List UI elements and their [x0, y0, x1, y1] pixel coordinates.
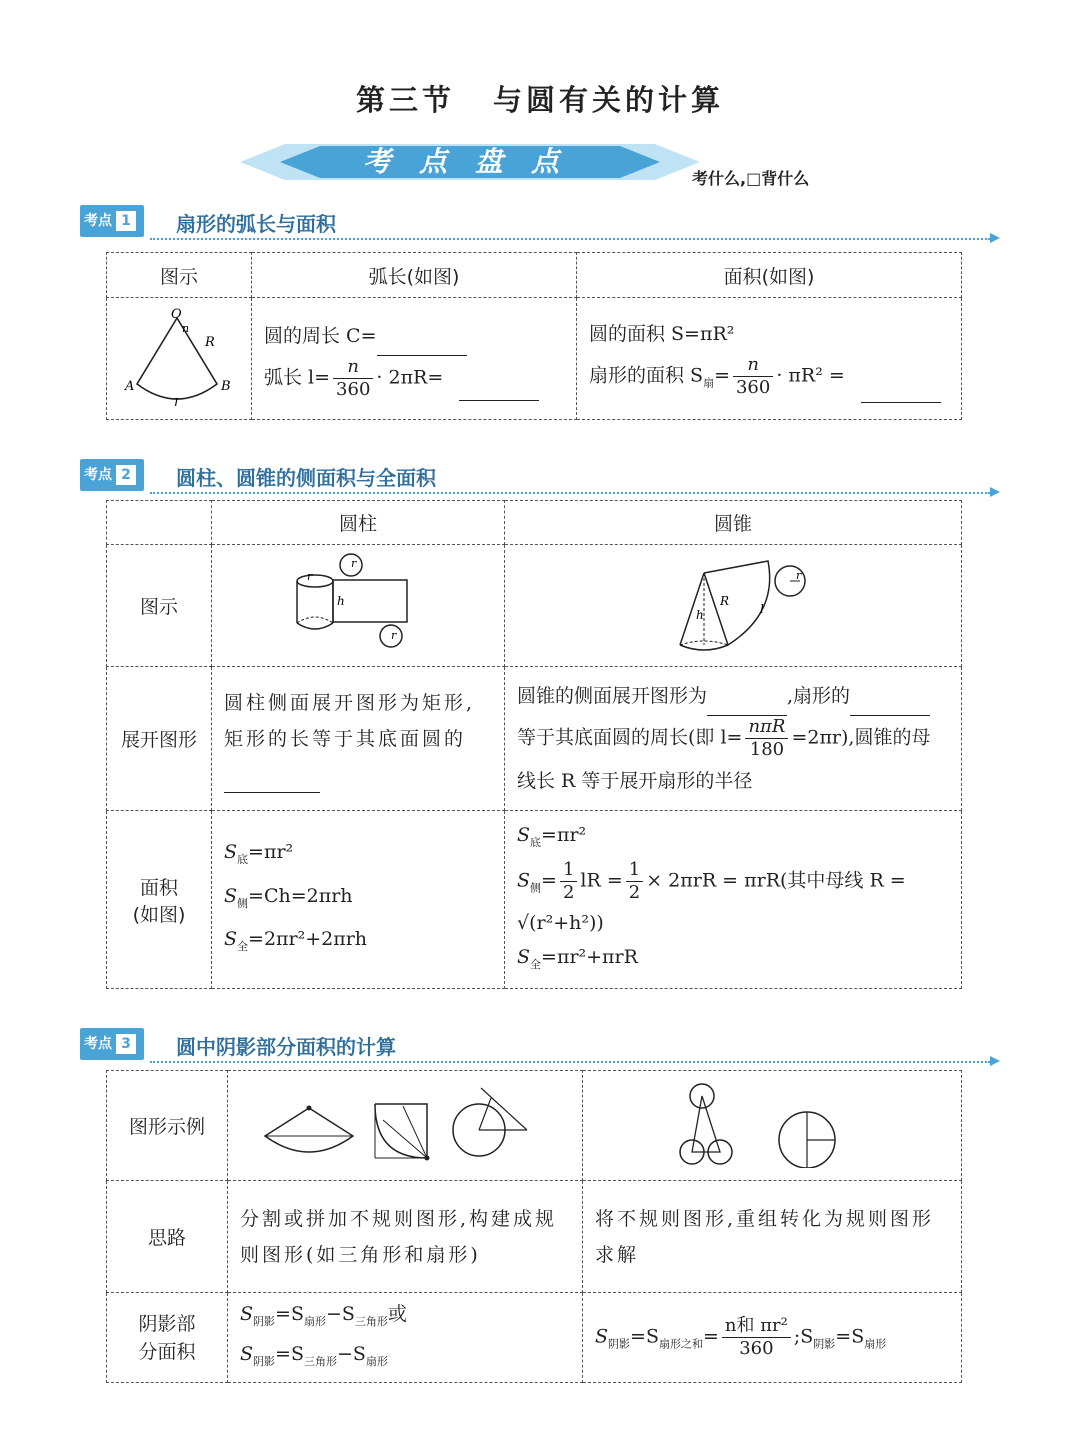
arrow-icon	[990, 233, 1000, 243]
col-header: 面积(如图)	[577, 253, 962, 298]
cylinder-net-diagram	[293, 553, 423, 653]
right-figures-cell	[583, 1071, 962, 1181]
section-heading: 扇形的弧长与面积	[176, 212, 336, 236]
arrow-icon	[990, 1056, 1000, 1066]
row-header: 图形示例	[107, 1071, 228, 1181]
row-header: 面积 (如图)	[107, 811, 212, 989]
table-sector	[106, 252, 962, 420]
svg-text:r: r	[351, 557, 357, 570]
section-tag: 考点 3	[80, 1028, 144, 1060]
row-header: 阴影部 分面积	[107, 1293, 228, 1383]
svg-text:h: h	[696, 608, 704, 622]
row-header: 思路	[107, 1181, 228, 1293]
banner-title: 考点盘点	[362, 145, 587, 178]
section-tag: 考点 2	[80, 459, 144, 491]
svg-text:R: R	[205, 335, 215, 350]
cone-net-diagram	[658, 553, 808, 653]
shaded-examples-right	[652, 1078, 892, 1168]
shaded-formula-left: $S_{阴影}=S_{扇形}-S_{三角形}$或 $S_{阴影}=S_{三角形}-S_{扇形}$	[228, 1293, 583, 1383]
svg-text:r: r	[307, 570, 313, 583]
col-header: 圆柱	[212, 501, 505, 545]
section-header-3	[80, 1028, 1000, 1068]
section-header-2	[80, 459, 1000, 499]
shaded-examples-left	[255, 1078, 555, 1168]
cylinder-figure-cell	[212, 545, 505, 667]
svg-text:l: l	[174, 397, 179, 406]
svg-text:h: h	[337, 594, 345, 608]
section-header-1	[80, 205, 1000, 245]
col-header: 弧长(如图)	[252, 253, 577, 298]
section-tag: 考点 1	[80, 205, 144, 237]
svg-text:B: B	[221, 379, 231, 394]
svg-text:O: O	[171, 307, 182, 322]
idea-right: 将不规则图形,重组转化为规则图形求解	[583, 1181, 962, 1293]
svg-text:r: r	[796, 569, 802, 582]
svg-text:A: A	[125, 379, 135, 394]
page-title: 第三节 与圆有关的计算	[355, 83, 725, 117]
col-header: 图示	[107, 253, 252, 298]
left-figures-cell	[228, 1071, 583, 1181]
svg-text:l: l	[760, 602, 764, 616]
svg-text:r: r	[391, 629, 397, 642]
cylinder-unfold-cell: 圆柱侧面展开图形为矩形,矩形的长等于其底面圆的	[212, 667, 505, 811]
sector-diagram	[119, 306, 239, 406]
cone-figure-cell	[505, 545, 962, 667]
section-heading: 圆柱、圆锥的侧面积与全面积	[176, 466, 436, 490]
row-header: 展开图形	[107, 667, 212, 811]
area-cell: 圆的面积 S=πR² 扇形的面积 $S_扇=$ $\frac{n}{360}$ · πR² =	[577, 298, 962, 420]
sector-figure-cell	[107, 298, 252, 420]
cone-unfold-cell: 圆锥的侧面展开图形为 ,扇形的 等于其底面圆的周长(即 l= $\frac{\text{nπR}}{180}$ =2πr),圆锥的母线长 R 等于展开扇形的半径	[505, 667, 962, 811]
svg-text:R: R	[720, 594, 730, 608]
col-header: 圆锥	[505, 501, 962, 545]
svg-text:n: n	[182, 322, 190, 335]
table-shaded-area	[106, 1070, 962, 1383]
shaded-formula-right: $S_{阴影}=S_{扇形之和}=$ $\frac{\text{n和 πr²}}{360}$ $;S_{阴影}=S_{扇形}$	[583, 1293, 962, 1383]
table-cylinder-cone	[106, 500, 962, 989]
section-heading: 圆中阴影部分面积的计算	[176, 1035, 396, 1059]
cone-area-cell: $S_底=\pi r^2$ $S_侧=$ $\frac{1}{2}$ lR = $\frac{1}{2}$ × 2πrR = πrR(其中母线 R = √(r²+h²)) $S_全=\pi r^2+\pi rR$	[505, 811, 962, 989]
idea-left: 分割或拼加不规则图形,构建成规则图形(如三角形和扇形)	[228, 1181, 583, 1293]
arrow-icon	[990, 487, 1000, 497]
cylinder-area-cell: $S_底=\pi r^2$ $S_侧=Ch=2\pi rh$ $S_全=2\pi r^2+2\pi rh$	[212, 811, 505, 989]
arc-length-cell: 圆的周长 C= 弧长 l= $\frac{n}{360}$ · 2πR=	[252, 298, 577, 420]
row-header: 图示	[107, 545, 212, 667]
banner-subtitle: 考什么,□背什么	[692, 169, 810, 188]
